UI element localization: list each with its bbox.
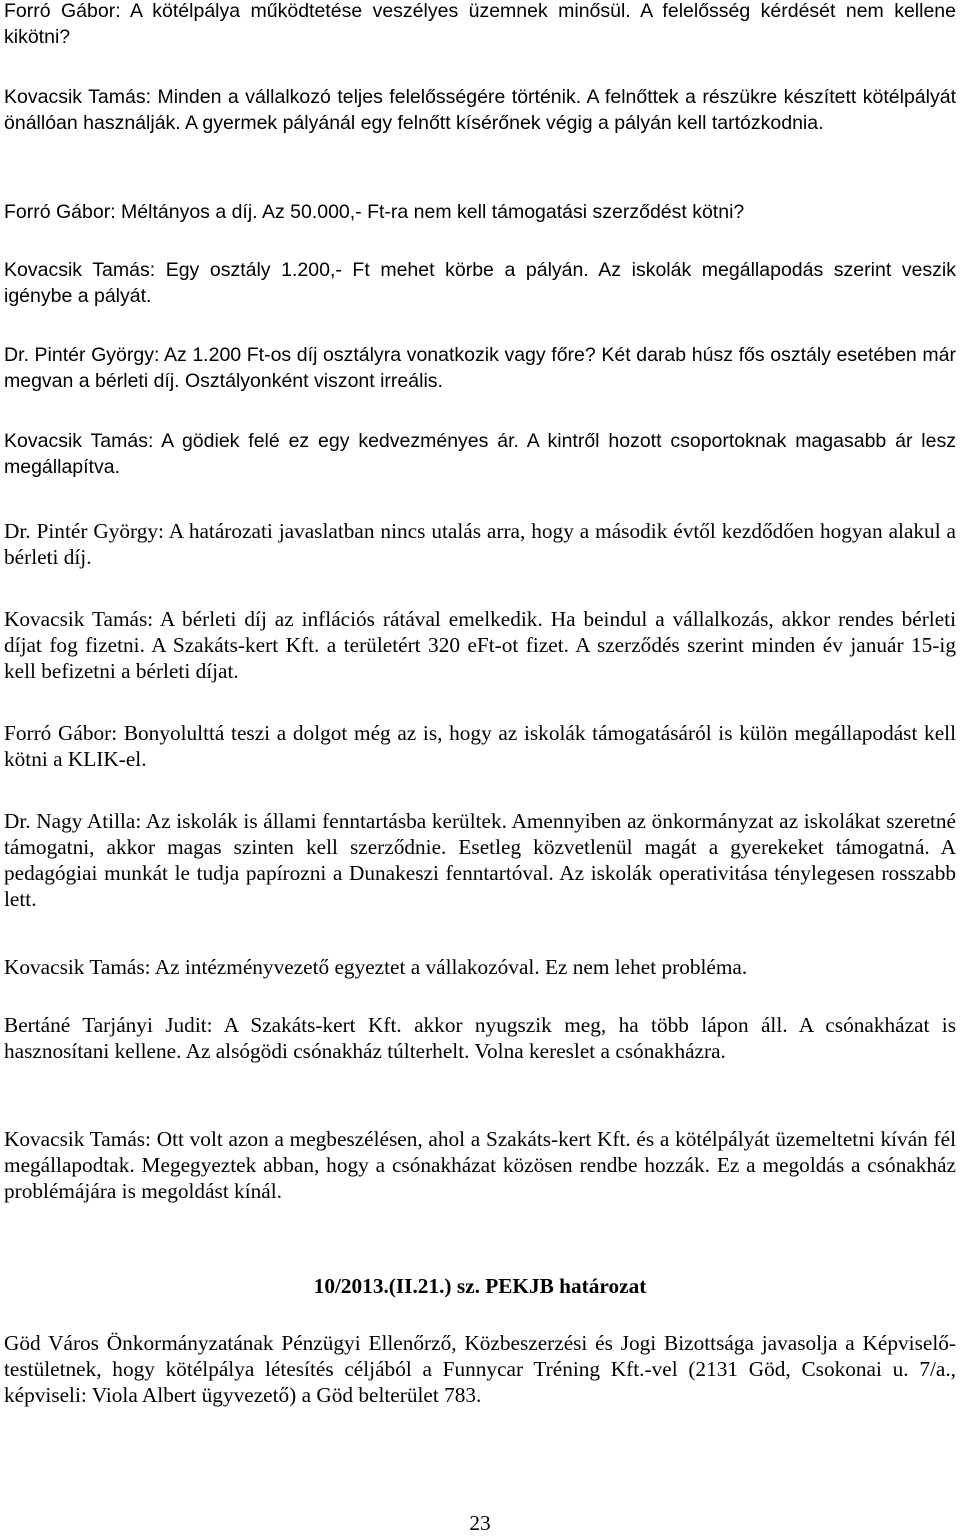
paragraph-9: Forró Gábor: Bonyolulttá teszi a dolgot még az is, hogy az iskolák támogatásáról is külön megállapodást kell kötni a KLIK-el. xyxy=(4,721,956,771)
paragraph-8: Kovacsik Tamás: A bérleti díj az inflációs rátával emelkedik. Ha beindul a vállalkozás, akkor rendes bérleti díjat fog fizetni. A Szakáts-kert Kft. a területért 320 eFt-ot fizet. A szerződés szerint minden év január 15-ig kell befizetni a bérleti díjat. xyxy=(4,607,956,683)
paragraph-3: Forró Gábor: Méltányos a díj. Az 50.000,- Ft-ra nem kell támogatási szerződést kötni? xyxy=(4,201,745,223)
paragraph-11: Kovacsik Tamás: Az intézményvezető egyeztet a vállakozóval. Ez nem lehet probléma. xyxy=(4,955,748,979)
paragraph-5: Dr. Pintér György: Az 1.200 Ft-os díj osztályra vonatkozik vagy főre? Két darab húsz fős osztály esetében már megvan a bérleti díj. Osztályonként viszont irreális. xyxy=(4,344,956,392)
resolution-heading: 10/2013.(II.21.) sz. PEKJB határozat xyxy=(313,1274,647,1298)
paragraph-12: Bertáné Tarjányi Judit: A Szakáts-kert Kft. akkor nyugszik meg, ha több lápon áll. A csónakházat is hasznosítani kellene. Az alsógödi csónakház túlterhelt. Volna kereslet a csónakházra. xyxy=(4,1013,956,1063)
paragraph-6: Kovacsik Tamás: A gödiek felé ez egy kedvezményes ár. A kintről hozott csoportoknak magasabb ár lesz megállapítva. xyxy=(4,430,956,478)
paragraph-7: Dr. Pintér György: A határozati javaslatban nincs utalás arra, hogy a második évtől kezdődően hogyan alakul a bérleti díj. xyxy=(4,519,956,569)
paragraph-10: Dr. Nagy Atilla: Az iskolák is állami fenntartásba kerültek. Amennyiben az önkormányzat az iskolákat szeretné támogatni, akkor magas szinten kell szerződnie. Esetleg közvetlenül magát a gyerekeket támogatná. A pedagógiai munkát le tudja papírozni a Dunakeszi fenntartóval. Az iskolák operativitása ténylegesen rosszabb lett. xyxy=(4,809,956,911)
page-number: 23 xyxy=(469,1511,491,1535)
resolution-text: Göd Város Önkormányzatának Pénzügyi Ellenőrző, Közbeszerzési és Jogi Bizottsága javasolja a Képviselő-testületnek, hogy kötélpálya létesítés céljából a Funnycar Tréning Kft.-vel (2131 Göd, Csokonai u. 7/a., képviseli: Viola Albert ügyvezető) a Göd belterület 783. xyxy=(4,1331,956,1407)
paragraph-2: Kovacsik Tamás: Minden a vállalkozó teljes felelősségére történik. A felnőttek a részükre készített kötélpályát önállóan használják. A gyermek pályánál egy felnőtt kísérőnek végig a pályán kell tartózkodnia. xyxy=(4,86,956,134)
paragraph-4: Kovacsik Tamás: Egy osztály 1.200,- Ft mehet körbe a pályán. Az iskolák megállapodás szerint veszik igénybe a pályát. xyxy=(4,259,956,307)
paragraph-1: Forró Gábor: A kötélpálya működtetése veszélyes üzemnek minősül. A felelősség kérdését nem kellene kikötni? xyxy=(4,0,956,48)
paragraph-13: Kovacsik Tamás: Ott volt azon a megbeszélésen, ahol a Szakáts-kert Kft. és a kötélpályát üzemeltetni kíván fél megállapodtak. Megegyeztek abban, hogy a csónakházat közösen rendbe hozzák. Ez a megoldás a csónakház problémájára is megoldást kínál. xyxy=(4,1127,956,1203)
